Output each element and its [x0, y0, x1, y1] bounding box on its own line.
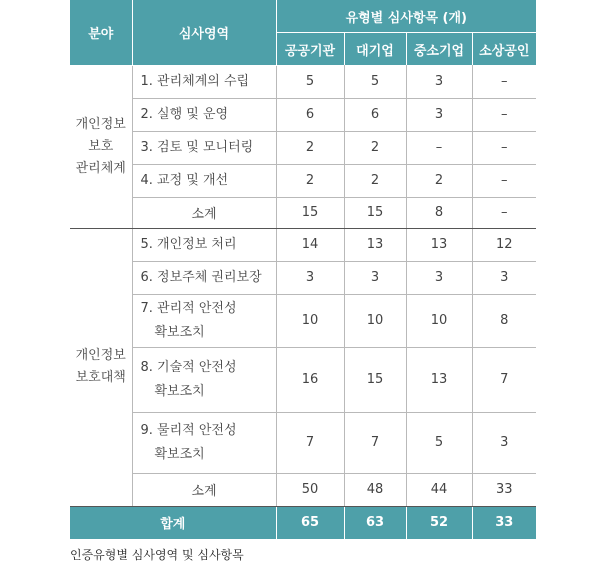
- header-type-public: 공공기관: [276, 33, 344, 66]
- total-value: 33: [472, 506, 536, 539]
- total-value: 65: [276, 506, 344, 539]
- area-line: 확보조치: [154, 324, 205, 340]
- value-cell: 2: [406, 164, 472, 197]
- value-cell: 3: [406, 65, 472, 98]
- value-cell: 10: [276, 294, 344, 347]
- table-row: [70, 294, 536, 347]
- area-line: 확보조치: [154, 383, 205, 399]
- value-cell: 3: [406, 98, 472, 131]
- subtotal-value: 50: [276, 473, 344, 506]
- area-cell: [132, 412, 276, 473]
- value-cell: 10: [406, 294, 472, 347]
- subtotal-value: 44: [406, 473, 472, 506]
- subtotal-row: [70, 197, 536, 228]
- total-value: 52: [406, 506, 472, 539]
- value-cell: 15: [344, 347, 406, 412]
- value-cell: 13: [344, 228, 406, 261]
- value-cell: 3: [472, 261, 536, 294]
- subtotal-value: 8: [406, 197, 472, 228]
- value-cell: 3: [276, 261, 344, 294]
- field-cell: [70, 228, 132, 506]
- subtotal-label: 소계: [132, 197, 276, 228]
- value-cell: –: [472, 98, 536, 131]
- field-line: 개인정보: [75, 116, 126, 132]
- table-row: [70, 164, 536, 197]
- subtotal-value: 33: [472, 473, 536, 506]
- value-cell: 5: [276, 65, 344, 98]
- area-cell: [132, 261, 276, 294]
- value-cell: 3: [406, 261, 472, 294]
- table-row: [70, 261, 536, 294]
- value-cell: 6: [276, 98, 344, 131]
- value-cell: 5: [344, 65, 406, 98]
- value-cell: 8: [472, 294, 536, 347]
- value-cell: 10: [344, 294, 406, 347]
- header-type-sme: 중소기업: [406, 33, 472, 66]
- field-line: 개인정보: [75, 348, 126, 363]
- value-cell: 14: [276, 228, 344, 261]
- area-cell: [132, 294, 276, 347]
- area-line: 1. 관리체계의 수립: [140, 73, 250, 89]
- table-row: [70, 412, 536, 473]
- table-caption: 인증유형별 심사영역 및 심사항목: [70, 548, 244, 562]
- total-label: 합계: [70, 506, 276, 539]
- value-cell: 13: [406, 228, 472, 261]
- area-cell: [132, 228, 276, 261]
- value-cell: –: [406, 131, 472, 164]
- area-line: 8. 기술적 안전성: [140, 359, 237, 375]
- value-cell: 3: [344, 261, 406, 294]
- value-cell: 16: [276, 347, 344, 412]
- area-cell: [132, 131, 276, 164]
- subtotal-value: 15: [276, 197, 344, 228]
- field-cell: [70, 65, 132, 228]
- table-footer: [70, 506, 536, 539]
- value-cell: 2: [276, 131, 344, 164]
- table-body: [70, 65, 536, 506]
- value-cell: 5: [406, 412, 472, 473]
- value-cell: 2: [344, 164, 406, 197]
- audit-items-table-container: [70, 0, 536, 539]
- table-row: [70, 65, 536, 98]
- table-row: [70, 131, 536, 164]
- value-cell: –: [472, 65, 536, 98]
- header-area: 심사영역: [132, 0, 276, 65]
- area-line: 확보조치: [154, 446, 205, 462]
- header-type-small-business: 소상공인: [472, 33, 536, 66]
- field-line: 보호: [88, 138, 114, 154]
- value-cell: 7: [472, 347, 536, 412]
- value-cell: 2: [344, 131, 406, 164]
- value-cell: –: [472, 131, 536, 164]
- value-cell: 7: [344, 412, 406, 473]
- header-type-large: 대기업: [344, 33, 406, 66]
- value-cell: –: [472, 164, 536, 197]
- subtotal-value: 48: [344, 473, 406, 506]
- total-value: 63: [344, 506, 406, 539]
- value-cell: 2: [276, 164, 344, 197]
- subtotal-label: 소계: [132, 473, 276, 506]
- value-cell: 13: [406, 347, 472, 412]
- subtotal-row: [70, 473, 536, 506]
- value-cell: 3: [472, 412, 536, 473]
- area-cell: [132, 347, 276, 412]
- value-cell: 6: [344, 98, 406, 131]
- subtotal-value: 15: [344, 197, 406, 228]
- field-line: 관리체계: [75, 160, 126, 176]
- audit-items-table: [70, 0, 536, 539]
- area-line: 9. 물리적 안전성: [140, 422, 237, 438]
- area-line: 7. 관리적 안전성: [140, 300, 237, 316]
- table-row: [70, 98, 536, 131]
- area-line: 5. 개인정보 처리: [140, 236, 237, 252]
- header-group: 유형별 심사항목 (개): [276, 0, 536, 33]
- table-header: [70, 0, 536, 65]
- area-cell: [132, 65, 276, 98]
- table-row: [70, 228, 536, 261]
- value-cell: 12: [472, 228, 536, 261]
- field-line: 보호대책: [75, 370, 126, 385]
- header-field: 분야: [70, 0, 132, 65]
- subtotal-value: –: [472, 197, 536, 228]
- area-line: 4. 교정 및 개선: [140, 172, 229, 188]
- area-line: 6. 정보주체 권리보장: [140, 269, 262, 285]
- area-cell: [132, 164, 276, 197]
- area-line: 3. 검토 및 모니터링: [140, 139, 254, 155]
- value-cell: 7: [276, 412, 344, 473]
- table-row: [70, 347, 536, 412]
- area-cell: [132, 98, 276, 131]
- area-line: 2. 실행 및 운영: [140, 106, 229, 122]
